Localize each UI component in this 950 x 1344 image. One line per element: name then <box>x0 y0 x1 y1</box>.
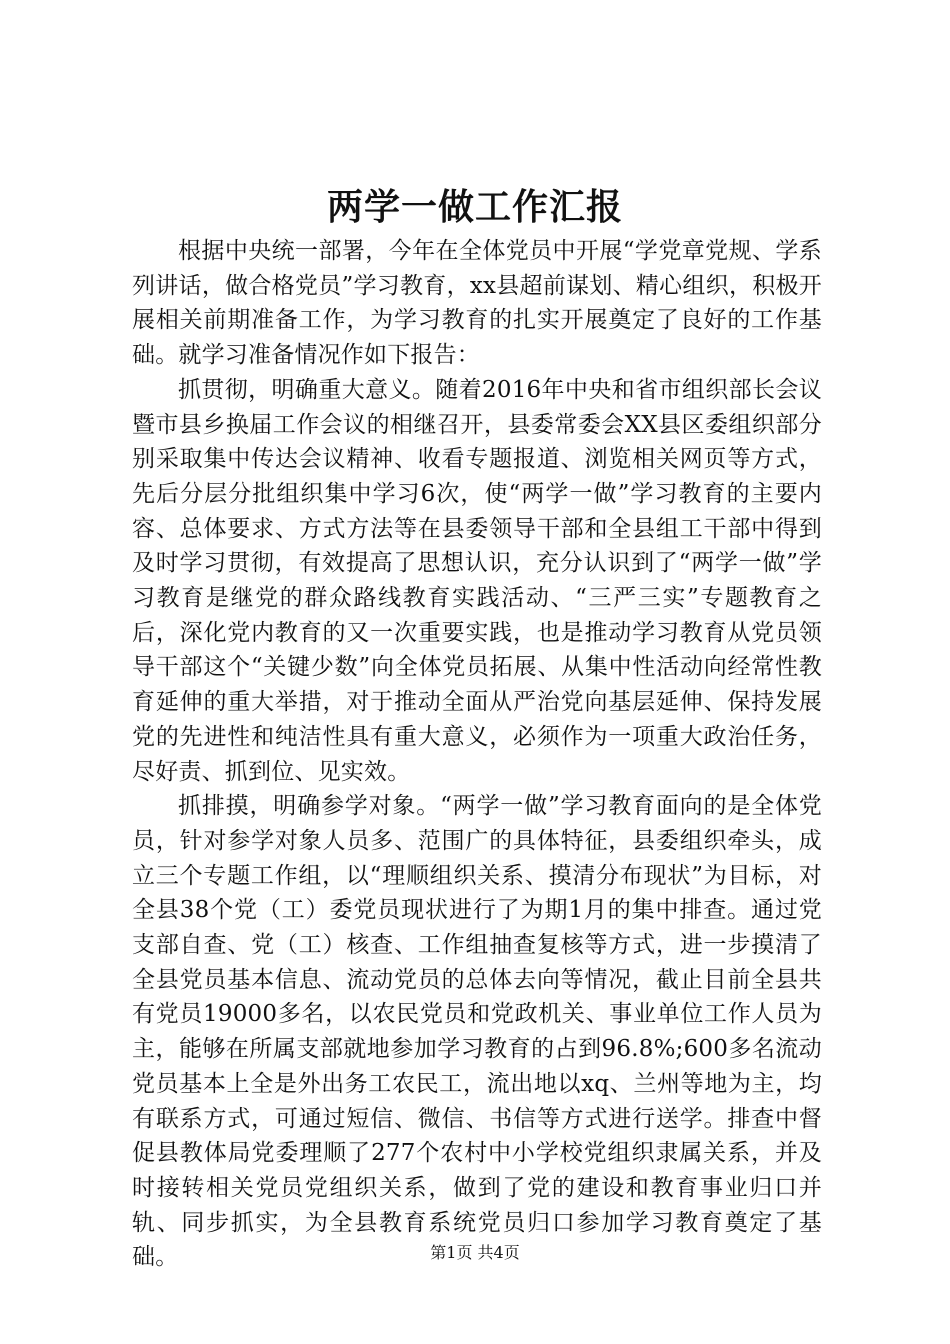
document-title: 两学一做工作汇报 <box>326 186 623 228</box>
paragraph-implementation: 抓贯彻，明确重大意义。随着2016年中央和省市组织部长会议暨市县乡换届工作会议的相继召开，县委常委会XX县区委组织部分别采取集中传达会议精神、收看专题报道、浏览相关网页等方式，先后分层分批组织集中学习6次，使“两学一做”学习教育的主要内容、总体要求、方式方法等在县委领导干部和全县组工干部中得到及时学习贯彻，有效提高了思想认识，充分认识到了“两学一做”学习教育是继党的群众路线教育实践活动、“三严三实”专题教育之后，深化党内教育的又一次重要实践，也是推动学习教育从党员领导干部这个“关键少数”向全体党员拓展、从集中性活动向经常性教育延伸的重大举措，对于推动全面从严治党向基层延伸、保持发展党的先进性和纯洁性具有重大意义，必须作为一项重大政治任务，尽好责、抓到位、见实效。 <box>132 376 822 785</box>
paragraph-survey: 抓排摸，明确参学对象。“两学一做”学习教育面向的是全体党员，针对参学对象人员多、范围广的具体特征，县委组织牵头，成立三个专题工作组，以“理顺组织关系、摸清分布现状”为目标，对全县38个党（工）委党员现状进行了为期1月的集中排查。通过党支部自查、党（工）核查、工作组抽查复核等方式，进一步摸清了全县党员基本信息、流动党员的总体去向等情况，截止目前全县共有党员19000多名，以农民党员和党政机关、事业单位工作人员为主，能够在所属支部就地参加学习教育的占到96.8%;600多名流动党员基本上全是外出务工农民工，流出地以xq、兰州等地为主，均有联系方式，可通过短信、微信、书信等方式进行送学。排查中督促县教体局党委理顺了277个农村中小学校党组织隶属关系，并及时接转相关党员党组织关系，做到了党的建设和教育事业归口并轨、同步抓实，为全县教育系统党员归口参加学习教育奠定了基础。 <box>132 793 822 1271</box>
document-body <box>132 234 822 1275</box>
page-footer: 第1页 共4页 <box>430 1243 520 1262</box>
paragraph-intro: 根据中央统一部署，今年在全体党员中开展“学党章党规、学系列讲话，做合格党员”学习教育，xx县超前谋划、精心组织，积极开展相关前期准备工作，为学习教育的扎实开展奠定了良好的工作基础。就学习准备情况作如下报告： <box>132 238 822 369</box>
